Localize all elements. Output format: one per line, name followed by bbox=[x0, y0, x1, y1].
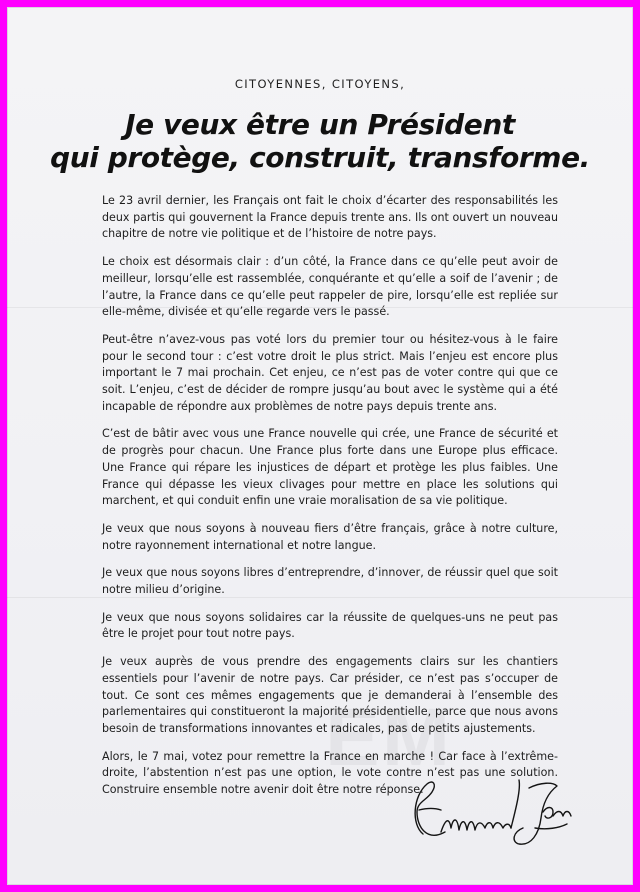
paragraph: C’est de bâtir avec vous une France nouvelle qui crée, une France de sécurité et de progrès pour chacun. Une France plus forte dans une Europe plus efficace. Une France qui répare les injustices de départ et protège les plus faibles. Une France qui dépasse les vieux clivages pour mettre en place les solutions qui marchent, et qui conduit enfin une vraie moralisation de sa vie politique. bbox=[102, 427, 558, 508]
paragraph: Le choix est désormais clair : d’un côté, la France dans ce qu’elle peut avoir de meilleur, lorsqu’elle est rassemblée, conquérante et qu’elle a soif de l’avenir ; de l’autre, la France dans ce qu’elle peut rappeler de pire, lorsqu’elle est repliée sur elle-même, divisée et qu’elle regarde vers le passé. bbox=[102, 255, 558, 319]
paragraph: Je veux que nous soyons solidaires car la réussite de quelques-uns ne peut pas être le projet pour tout notre pays. bbox=[102, 610, 558, 641]
headline-line-2: qui protège, construit, transforme. bbox=[50, 141, 590, 174]
headline-line-1: Je veux être un Président bbox=[125, 108, 515, 141]
paragraph: Je veux auprès de vous prendre des engagements clairs sur les chantiers essentiels pour l’avenir de notre pays. Car présider, ce n’est pas s’occuper de tout. Ce sont ces mêmes engagements que je demanderai à l’ensemble des parlementaires qui constitueront la majorité présidentielle, parce que nous avons besoin de transformations innovantes et radicales, pas de petits ajustements. bbox=[102, 655, 558, 735]
letter-page bbox=[7, 7, 633, 885]
paragraph: Alors, le 7 mai, votez pour remettre la France en marche ! Car face à l’extrême-droite, l’abstention n’est pas une option, le vote contre n’est pas une solution. Construire ensemble notre avenir doit être notre réponse. bbox=[102, 749, 558, 797]
paragraph: Je veux que nous soyons libres d’entreprendre, d’innover, de réussir quel que soit notre milieu d’origine. bbox=[102, 566, 558, 597]
paragraph: Peut-être n’avez-vous pas voté lors du premier tour ou hésitez-vous à le faire pour le second tour : c’est votre droit le plus strict. Mais l’enjeu est encore plus important le 7 mai prochain. Cet enjeu, ce n’est pas de voter contre qui que ce soit. L’enjeu, c’est de décider de rompre jusqu’au bout avec le système qui a été incapable de répondre aux problèmes de notre pays depuis trente ans. bbox=[102, 332, 558, 413]
handwritten-signature bbox=[407, 772, 577, 854]
salutation: CITOYENNES, CITOYENS, bbox=[234, 77, 406, 91]
paragraph: Je veux que nous soyons à nouveau fiers d’être français, grâce à notre culture, notre rayonnement international et notre langue. bbox=[102, 521, 558, 552]
headline bbox=[7, 108, 633, 174]
letter-body bbox=[102, 193, 558, 810]
paragraph: Le 23 avril dernier, les Français ont fait le choix d’écarter des responsabilités les deux partis qui gouvernent la France depuis trente ans. Ils ont ouvert un nouveau chapitre de notre vie politique et de l’histoire de notre pays. bbox=[102, 194, 558, 241]
